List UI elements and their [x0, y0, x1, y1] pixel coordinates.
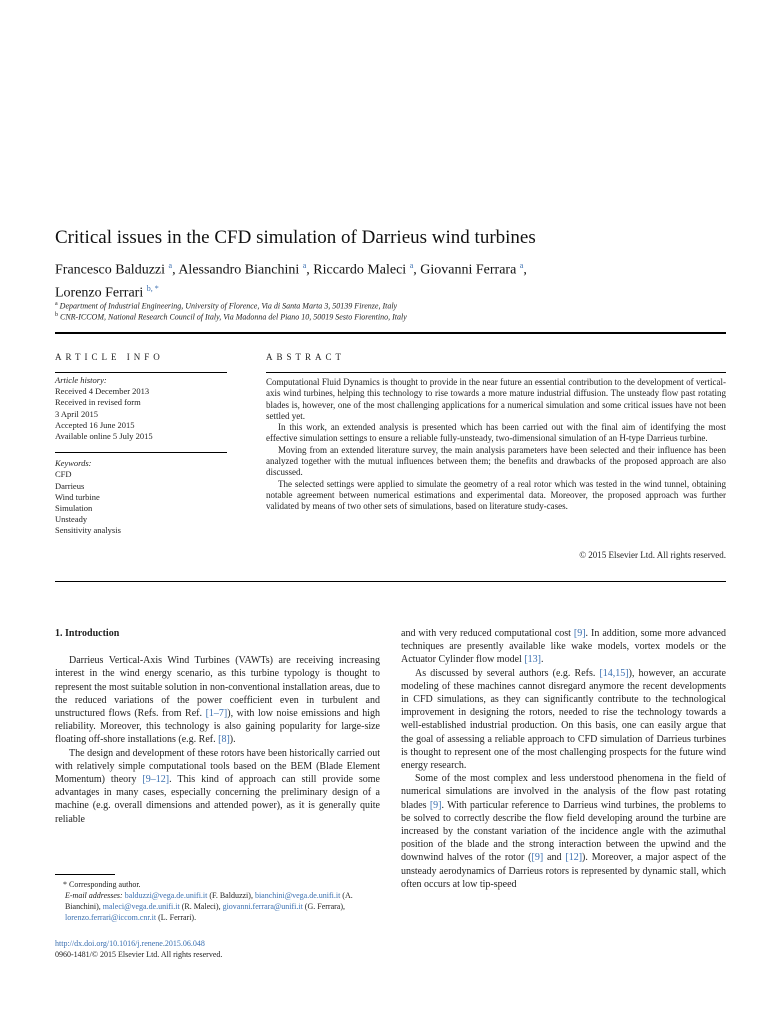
- history-item: 3 April 2015: [55, 408, 98, 419]
- article-info-heading: ARTICLE INFO: [55, 352, 164, 362]
- body-paragraph: [401, 772, 726, 891]
- text-span: ).: [229, 734, 236, 746]
- footnotes: [55, 879, 380, 923]
- paper-title: Critical issues in the CFD simulation of Darrieus wind turbines: [55, 227, 536, 248]
- body-paragraph: [401, 667, 726, 773]
- abstract-rule: [266, 372, 726, 373]
- author-affil-marker[interactable]: a: [519, 261, 524, 270]
- citation-link[interactable]: [9–12]: [142, 774, 170, 786]
- footnote-rule: [55, 874, 115, 875]
- history-item: Received 4 December 2013: [55, 386, 150, 397]
- email-link[interactable]: giovanni.ferrara@unifi.it: [222, 902, 303, 911]
- affiliation-b: [55, 310, 407, 323]
- text-span: and with very reduced computational cost: [401, 628, 574, 639]
- email-link[interactable]: lorenzo.ferrari@iccom.cnr.it: [65, 913, 157, 922]
- keyword: Simulation: [55, 503, 93, 514]
- text-span: The design and development of these rotors have been historically carried out with relatively simple computational tools based on the BEM (Blade Element Momentum) theory: [55, 747, 380, 786]
- body-paragraph: [55, 747, 380, 826]
- abstract-paragraph: Computational Fluid Dynamics is thought to provide in the near future an essential contribution to the development of vertical-axis wind turbines, helping this technology to rise towards a more mature industrial diffusion. The unsteady flow past rotating blades is, however, one of the most challenging applications for a numerical simulation and some critical issues have not been settled yet.: [266, 377, 726, 421]
- citation-link[interactable]: [14,15]: [599, 667, 629, 679]
- email-label: E-mail addresses:: [65, 891, 123, 900]
- history-item: Available online 5 July 2015: [55, 431, 153, 442]
- email-owner: (L. Ferrari).: [158, 913, 197, 922]
- author-name: Alessandro Bianchini: [178, 262, 300, 278]
- abstract-copyright: © 2015 Elsevier Ltd. All rights reserved.: [579, 550, 726, 560]
- abstract-heading: ABSTRACT: [266, 352, 346, 362]
- citation-link[interactable]: [8]: [218, 734, 230, 746]
- history-item: Received in revised form: [55, 397, 141, 408]
- doi-link[interactable]: http://dx.doi.org/10.1016/j.renene.2015.06.048: [55, 939, 205, 948]
- author-name: Lorenzo Ferrari: [55, 285, 144, 301]
- author-name: Riccardo Maleci: [313, 262, 407, 278]
- citation-link[interactable]: [12]: [565, 852, 583, 864]
- header-rule: [55, 332, 726, 334]
- abstract-paragraph: The selected settings were applied to simulate the geometry of a real rotor which was tested in the wind tunnel, obtaining notable agreement between numerical estimations and experimental data. Moreover, the proposed approach was further validated by means of two other sets of simulations, based on literature study-cases.: [266, 478, 726, 512]
- section-heading: 1. Introduction: [55, 628, 120, 639]
- affiliation-text: CNR-ICCOM, National Research Council of Italy, Via Madonna del Piano 10, 50019 Sesto Fiorentino, Italy: [60, 312, 407, 322]
- abstract-body: [266, 377, 726, 513]
- text-span: and: [543, 852, 566, 864]
- keyword: Unsteady: [55, 514, 88, 525]
- affiliation-marker: b: [55, 312, 58, 318]
- citation-link[interactable]: [9]: [531, 852, 544, 864]
- text-span: As discussed by several authors (e.g. Refs.: [415, 667, 600, 679]
- abstract-paragraph: Moving from an extended literature survey, the main analysis parameters have been selected and their influence has been analyzed together with the mutual influences between them; the benefits and drawbacks of the proposed approach are also discussed.: [266, 444, 726, 478]
- email-owner: (G. Ferrara),: [304, 902, 345, 911]
- body-paragraph: [401, 627, 726, 667]
- email-owner: (A. Bianchini),: [65, 891, 353, 911]
- history-item: Accepted 16 June 2015: [55, 419, 135, 430]
- body-paragraph: [55, 654, 380, 746]
- keywords-label: Keywords:: [55, 458, 92, 469]
- email-owner: (F. Balduzzi),: [209, 891, 255, 900]
- body-column-left: [55, 627, 380, 826]
- text-span: ), however, an accurate modeling of these machines cannot disregard anymore the recent developments in CFD simulations, as they can significantly contribute to the technological improvement in designing the rotors, needed to rise the technology towards a well-established industrial production. On this basis, one can easily argue that the goal of assessing a reliable approach to CFD simulation of Darrieus turbines is thought to represent one of the most challenging prospects for the future wind energy research.: [401, 667, 726, 772]
- text-span: . With particular reference to Darrieus wind turbines, the problems to be solved to correctly describe the flow field developing around the turbine are increased by the constant variation of the incidence angle with the azimuthal position of the blade and the strong interaction between the upwind and the downwind halves of the rotor (: [401, 799, 726, 864]
- email-link[interactable]: balduzzi@vega.de.unifi.it: [124, 891, 208, 900]
- author-affil-marker[interactable]: a: [168, 261, 173, 270]
- keywords-rule: [55, 452, 227, 453]
- text-span: Darrieus Vertical-Axis Wind Turbines (VAWTs) are receiving increasing interest in the wind energy scenario, as this turbine typology is thought to represent the most suitable solution in non-conventional installation areas, due to the reduced variations of the power coefficient even in turbulent and unstructured flows (Refs. from Ref.: [55, 655, 380, 720]
- author-name: Francesco Balduzzi: [55, 262, 166, 278]
- history-label: Article history:: [55, 375, 107, 385]
- citation-link[interactable]: [9]: [573, 628, 586, 639]
- keyword: CFD: [55, 469, 72, 480]
- email-link[interactable]: maleci@vega.de.unifi.it: [102, 902, 180, 911]
- affiliation-marker: a: [55, 301, 58, 307]
- body-column-right: [401, 627, 726, 891]
- citation-link[interactable]: [13]: [524, 654, 541, 666]
- abstract-bottom-rule: [55, 581, 726, 582]
- email-addresses: [55, 890, 380, 923]
- author-affil-marker[interactable]: a: [409, 261, 414, 270]
- text-span: . This kind of approach can still provide some advantages in many cases, especially concerning the preliminary design of a machine (e.g. overall dimensions and attended power), as it is generally quite reliable: [55, 774, 380, 825]
- abstract-paragraph: In this work, an extended analysis is presented which has been carried out with the final aim of identifying the most effective simulation settings to ensure a reliable fully-unsteady, two-dimensional simulation of an H-type Darrieus turbine.: [266, 422, 726, 444]
- corresponding-author-note: * Corresponding author.: [63, 880, 141, 889]
- keyword: Darrieus: [55, 480, 85, 491]
- text-span: . In addition, some more advanced techniques are presently available like wake models, vortex models or the Actuator Cylinder flow model: [401, 628, 726, 666]
- keyword: Sensitivity analysis: [55, 525, 121, 536]
- article-info-rule: [55, 372, 227, 373]
- email-owner: (R. Maleci),: [181, 902, 223, 911]
- issn-line: 0960-1481/© 2015 Elsevier Ltd. All rights reserved.: [55, 950, 223, 959]
- affiliation-text: Department of Industrial Engineering, University of Florence, Via di Santa Marta 3, 50139 Firenze, Italy: [59, 301, 398, 311]
- text-span: .: [540, 654, 544, 666]
- citation-link[interactable]: [9]: [429, 799, 442, 811]
- keyword: Wind turbine: [55, 491, 100, 502]
- citation-link[interactable]: [1–7]: [205, 708, 228, 720]
- text-span: ). Moreover, a major aspect of the unsteady aerodynamics of Darrieus rotors is represented by dynamic stall, which often occurs at low tip-speed: [401, 852, 726, 890]
- author-list: Francesco Balduzzi $^a$, Alessandro Bianchini $^a$, Riccardo Maleci $^a$, Giovanni Ferrara $^a$, Lorenzo Ferrari $^{b, *}$: [55, 261, 527, 301]
- author-affil-marker[interactable]: b, *: [146, 283, 159, 293]
- text-span: Some of the most complex and less understood phenomena in the field of numerical simulations are involved in the analysis of the flow past rotating blades: [401, 773, 726, 811]
- article-info: [55, 375, 227, 537]
- email-link[interactable]: bianchini@vega.de.unifi.it: [254, 891, 341, 900]
- text-span: ), with low noise emissions and high reliability. Moreover, this technology is also gaining popularity for large-size floating off-shore installations (e.g. Ref.: [55, 708, 380, 746]
- author-name: Giovanni Ferrara: [420, 262, 517, 278]
- doi-block: [55, 938, 222, 960]
- author-affil-marker[interactable]: a: [302, 261, 307, 270]
